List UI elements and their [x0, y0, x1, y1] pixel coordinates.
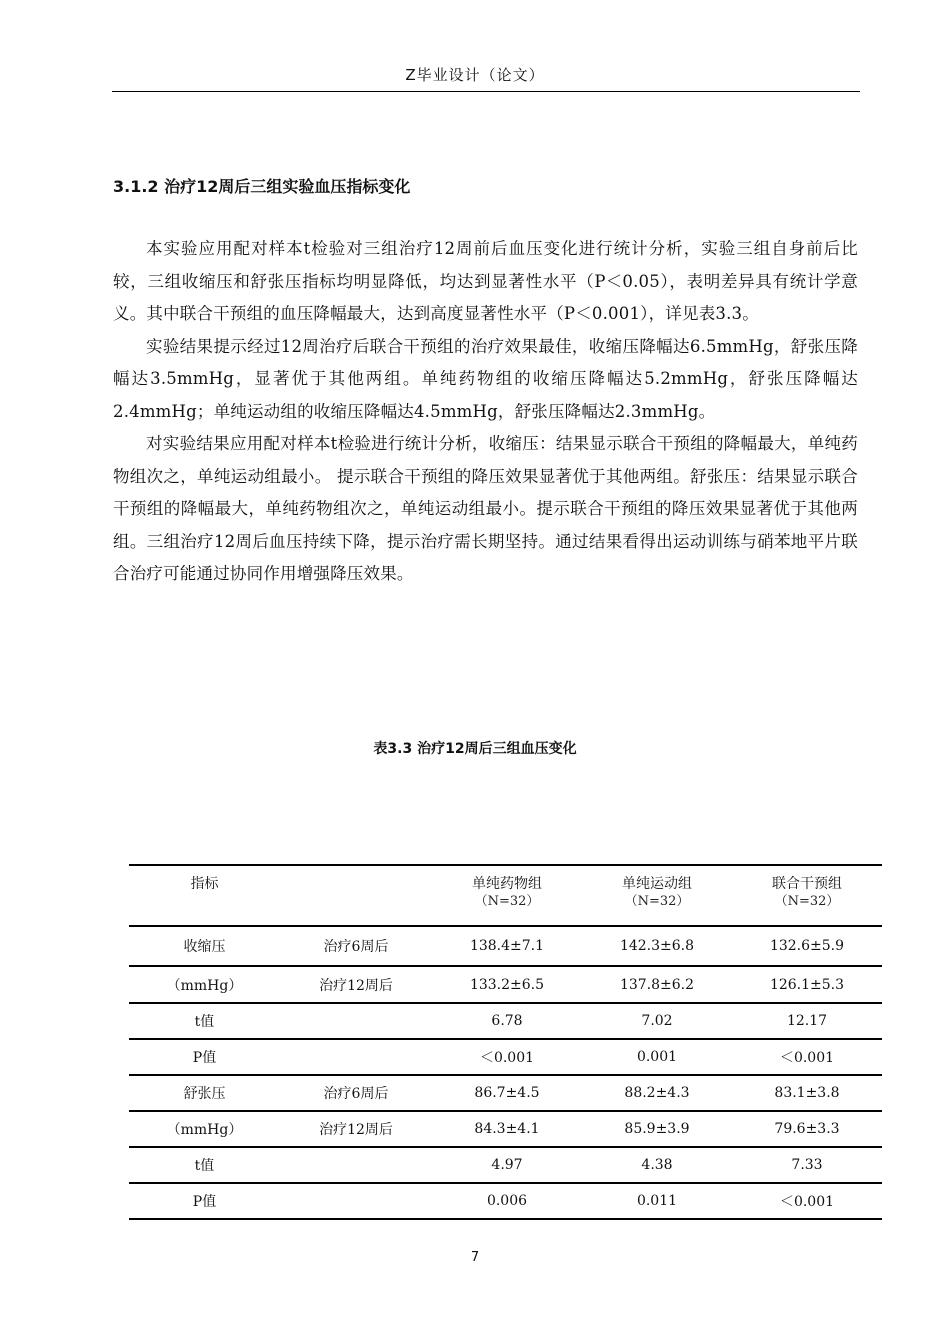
- table-cell: [280, 1039, 432, 1075]
- table-row: [129, 1075, 882, 1111]
- page-header: Z毕业设计（论文）: [405, 66, 545, 84]
- table-cell: （mmHg）: [129, 966, 280, 1003]
- table-cell: 12.17: [732, 1003, 882, 1039]
- header-main: 联合干预组: [772, 876, 842, 892]
- table-cell: 4.97: [432, 1147, 582, 1183]
- table-cell: [280, 1147, 432, 1183]
- table-cell: 86.7±4.5: [432, 1075, 582, 1111]
- table-cell: 83.1±3.8: [732, 1075, 882, 1111]
- table-cell: 7.33: [732, 1147, 882, 1183]
- table-cell: 88.2±4.3: [582, 1075, 732, 1111]
- table-cell: 133.2±6.5: [432, 966, 582, 1003]
- table-row: [129, 966, 882, 1003]
- header-cell: [432, 865, 582, 926]
- table-cell: ＜0.001: [732, 1039, 882, 1075]
- table-cell: 126.1±5.3: [732, 966, 882, 1003]
- header-sub: （N=32）: [774, 894, 840, 909]
- page-number: 7: [470, 1250, 480, 1265]
- table-cell: P值: [129, 1039, 280, 1075]
- table-cell: 治疗6周后: [280, 1075, 432, 1111]
- paragraph: 对实验结果应用配对样本t检验进行统计分析，收缩压：结果显示联合干预组的降幅最大，单纯药物组次之，单纯运动组最小。 提示联合干预组的降压效果显著优于其他两组。舒张压：结果显示联合干预组的降幅最大，单纯药物组次之，单纯运动组最小。提示联合干预组的降压效果显著优于其他两组。三组治疗12周后血压持续下降，提示治疗需长期坚持。通过结果看得出运动训练与硝苯地平片联合治疗可能通过协同作用增强降压效果。: [113, 434, 858, 583]
- table-cell: 137.8±6.2: [582, 966, 732, 1003]
- header-main: 单纯运动组: [622, 876, 692, 892]
- header-cell: [129, 865, 280, 926]
- table-cell: 0.011: [582, 1183, 732, 1219]
- table-cell: 4.38: [582, 1147, 732, 1183]
- table-cell: [280, 1003, 432, 1039]
- table-cell: 0.001: [582, 1039, 732, 1075]
- table-cell: ＜0.001: [432, 1039, 582, 1075]
- table-row: [129, 1183, 882, 1219]
- header-main: 单纯药物组: [472, 876, 542, 892]
- table-cell: 治疗12周后: [280, 966, 432, 1003]
- table-cell: 79.6±3.3: [732, 1111, 882, 1147]
- table-cell: 142.3±6.8: [582, 926, 732, 966]
- table-row: [129, 1039, 882, 1075]
- table-cell: P值: [129, 1183, 280, 1219]
- table-cell: 132.6±5.9: [732, 926, 882, 966]
- table-header-row: [129, 865, 882, 926]
- table-row: [129, 1147, 882, 1183]
- table-cell: 治疗6周后: [280, 926, 432, 966]
- table-row: [129, 1003, 882, 1039]
- header-rule: [112, 91, 860, 92]
- table-cell: 收缩压: [129, 926, 280, 966]
- paragraph: 实验结果提示经过12周治疗后联合干预组的治疗效果最佳，收缩压降幅达6.5mmHg，舒张压降幅达3.5mmHg，显著优于其他两组。单纯药物组的收缩压降幅达5.2mmHg，舒张压降幅达2.4mmHg；单纯运动组的收缩压降幅达4.5mmHg，舒张压降幅达2.3mmHg。: [113, 336, 858, 421]
- table-cell: ＜0.001: [732, 1183, 882, 1219]
- header-main: 指标: [190, 876, 219, 892]
- table-cell: 0.006: [432, 1183, 582, 1219]
- table-cell: t值: [129, 1003, 280, 1039]
- table-cell: 85.9±3.9: [582, 1111, 732, 1147]
- table-cell: 138.4±7.1: [432, 926, 582, 966]
- table-cell: [280, 1183, 432, 1219]
- header-cell: [280, 865, 432, 926]
- table-cell: （mmHg）: [129, 1111, 280, 1147]
- paragraph: 本实验应用配对样本t检验对三组治疗12周前后血压变化进行统计分析，实验三组自身前后比较，三组收缩压和舒张压指标均明显降低，均达到显著性水平（P＜0.05），表明差异具有统计学意义。其中联合干预组的血压降幅最大，达到高度显著性水平（P＜0.001），详见表3.3。: [113, 239, 858, 323]
- table-cell: 84.3±4.1: [432, 1111, 582, 1147]
- table-cell: 6.78: [432, 1003, 582, 1039]
- table-cell: 7.02: [582, 1003, 732, 1039]
- header-cell: [732, 865, 882, 926]
- section-heading: 3.1.2 治疗12周后三组实验血压指标变化: [113, 177, 411, 196]
- table-cell: 舒张压: [129, 1075, 280, 1111]
- table-caption: 表3.3 治疗12周后三组血压变化: [373, 741, 577, 757]
- table-cell: 治疗12周后: [280, 1111, 432, 1147]
- table-row: [129, 1111, 882, 1147]
- header-sub: （N=32）: [474, 894, 540, 909]
- header-sub: （N=32）: [624, 894, 690, 909]
- table-row: [129, 926, 882, 966]
- body-text: [113, 233, 858, 591]
- blood-pressure-table: [129, 864, 882, 1220]
- header-cell: [582, 865, 732, 926]
- table-cell: t值: [129, 1147, 280, 1183]
